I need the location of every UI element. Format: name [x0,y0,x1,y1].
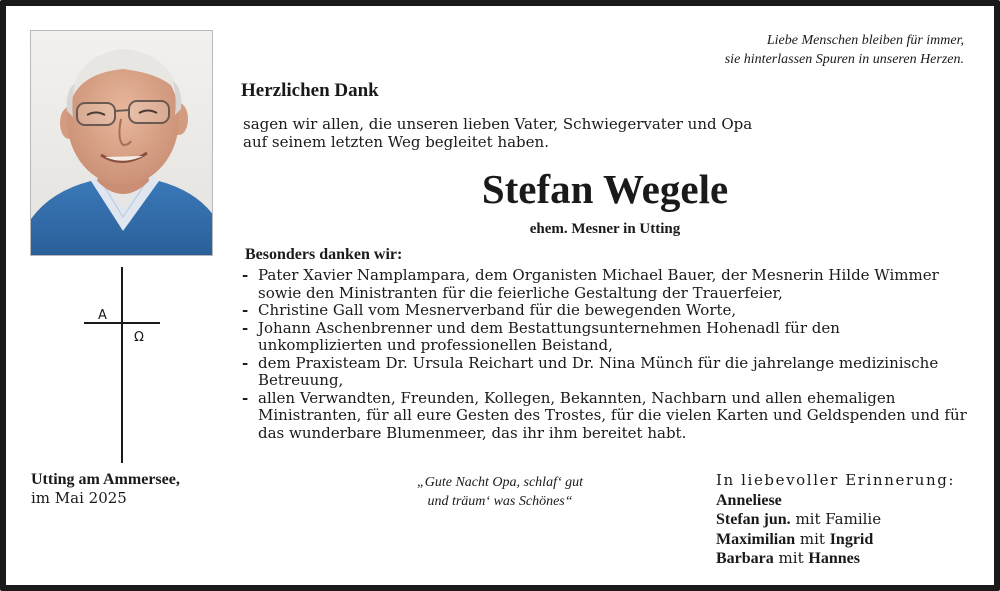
thanks-item [242,320,977,355]
place-date [31,471,180,507]
place-location: Utting am Ammersee, [31,471,180,488]
bullet-dash: - [242,388,249,407]
grandchild-quote [380,473,620,511]
mourner-name: Barbara [716,550,774,567]
heading: Herzlichen Dank [241,80,379,101]
thanks-item [242,390,977,443]
bullet-dash: - [242,318,249,337]
mourner-row [716,530,976,550]
bullet-dash: - [242,353,249,372]
mourner-row [716,491,976,511]
mourner-row [716,549,976,569]
thanks-list [242,267,977,442]
alpha-symbol: A [98,308,107,323]
motto-line: sie hinterlassen Spuren in unseren Herzen. [724,52,964,67]
mourner-name: Stefan jun. [716,511,791,528]
deceased-name: Stefan Wegele [481,166,729,212]
thanks-item [242,267,977,302]
bullet-dash: - [242,301,249,319]
deceased-role: ehem. Mesner in Utting [529,221,681,237]
thanks-line: sowie den Ministranten für die feierliche Gestaltung der Trauerfeier, [258,283,783,302]
bullet-dash: - [242,266,249,284]
intro-line: auf seinem letzten Weg begleitet haben. [243,133,549,151]
mourners-block [716,471,976,569]
thanks-item [242,355,977,390]
mourner-name: Maximilian [716,530,796,548]
motto-line: Liebe Menschen bleiben für immer, [766,33,964,48]
thanks-heading: Besonders danken wir: [245,246,403,263]
intro-line: sagen wir allen, die unseren lieben Vater, Schwiegervater und Opa [243,115,753,133]
motto-quote [564,31,964,69]
mourner-partner-name: Hannes [808,550,860,567]
mourner-name: Anneliese [716,491,782,509]
mourner-text: mit [773,549,809,567]
mourners-title: In liebevoller Erinnerung: [716,471,956,489]
intro-text [243,115,803,151]
thanks-line: das wunderbare Blumenmeer, das ihr ihm bereitet habt. [258,423,687,442]
thanks-line: Ministranten, für all eure Gesten des Trostes, für die vielen Karten und Geldspenden und für [258,406,967,424]
thanks-item [242,302,977,320]
thanks-line: allen Verwandten, Freunden, Kollegen, Bekannten, Nachbarn und allen ehemaligen [258,388,896,407]
mourner-text: mit Familie [790,510,882,528]
thanks-line: Betreuung, [258,371,344,389]
cross-icon [82,265,164,465]
place-date-text: im Mai 2025 [31,489,127,507]
thanks-line: Pater Xavier Namplampara, dem Organisten Michael Bauer, der Mesnerin Hilde Wimmer [258,266,939,284]
portrait-photo [30,30,213,256]
quote-line: und träum‘ was Schönes“ [427,494,573,509]
mourner-text: mit [795,529,830,548]
mourner-partner-name: Ingrid [829,530,874,548]
thanks-line: Johann Aschenbrenner und dem Bestattungsunternehmen Hohenadl für den [258,318,840,337]
omega-symbol: Ω [134,330,144,345]
thanks-line: unkomplizierten und professionellen Beistand, [258,336,613,354]
thanks-line: dem Praxisteam Dr. Ursula Reichart und Dr. Nina Münch für die jahrelange medizinische [258,353,939,372]
quote-line: „Gute Nacht Opa, schlaf‘ gut [416,475,584,490]
mourner-row [716,510,976,530]
thanks-line: Christine Gall vom Mesnerverband für die bewegenden Worte, [258,301,737,319]
